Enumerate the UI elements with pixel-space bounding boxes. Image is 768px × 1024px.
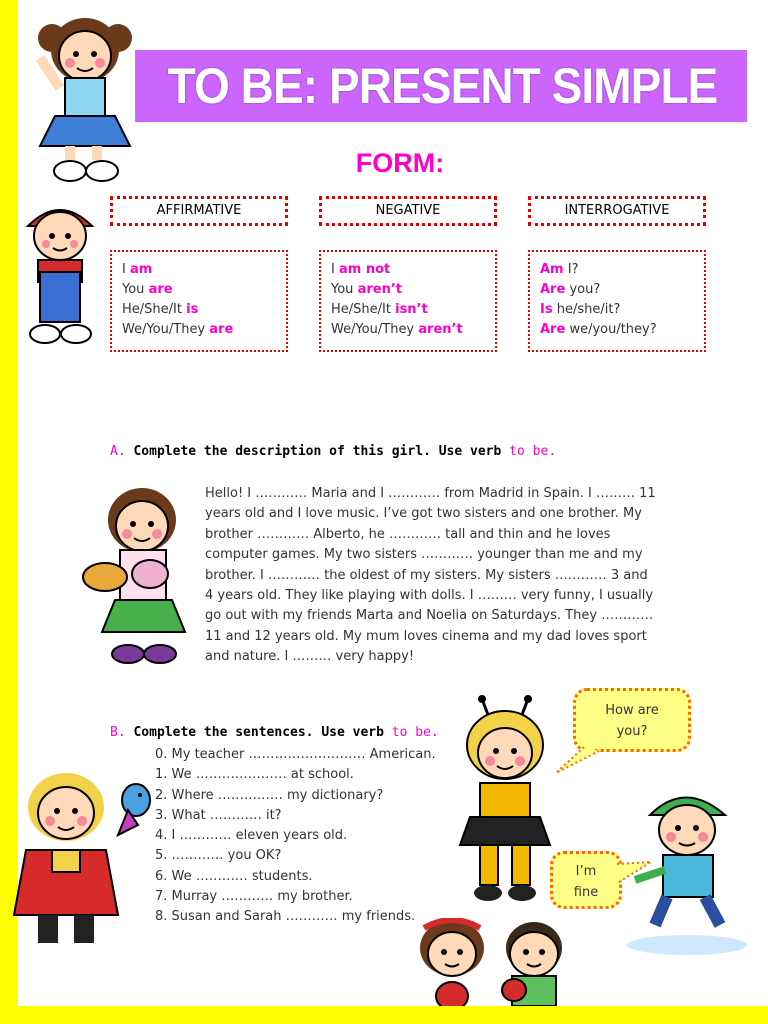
subject: We/You/They <box>331 322 415 337</box>
sentence-item: 5. ………… you OK? <box>155 848 282 864</box>
interrogative-box <box>528 250 706 352</box>
sentence-item: 2. Where …………… my dictionary? <box>155 787 384 803</box>
instruction-text: Complete the sentences. Use verb <box>133 725 384 740</box>
negative-box <box>319 250 497 352</box>
form-heading: FORM: <box>355 148 445 178</box>
subject: He/She/It <box>331 302 391 317</box>
negative-row <box>331 280 485 300</box>
bubble-line: How are <box>605 703 659 718</box>
affirmative-row <box>122 320 276 340</box>
verb: Are <box>540 282 566 297</box>
sentence-item: 7. Murray ………… my brother. <box>155 889 353 905</box>
girl-waving-illustration <box>30 8 135 188</box>
subject: I? <box>567 262 579 277</box>
verb: am <box>129 262 153 277</box>
exercise-b-instruction <box>110 725 439 740</box>
interrogative-row <box>540 280 694 300</box>
verb: is <box>186 302 199 317</box>
subject: I <box>331 262 335 277</box>
verb: Are <box>540 322 566 337</box>
kids-strawberry-illustration <box>412 918 577 1006</box>
verb: are <box>148 282 173 297</box>
boy-cap-illustration <box>20 196 100 348</box>
page-title: TO BE: PRESENT SIMPLE <box>167 58 718 114</box>
period: . <box>430 725 439 740</box>
target-verb: to be <box>509 444 549 459</box>
affirmative-row <box>122 280 276 300</box>
page-frame-bottom <box>0 1006 768 1024</box>
instruction-text: Complete the description of this girl. Use verb <box>133 444 502 459</box>
interrogative-header: INTERROGATIVE <box>528 196 706 226</box>
exercise-letter: A. <box>110 444 126 459</box>
negative-header: NEGATIVE <box>319 196 497 226</box>
negative-row <box>331 260 485 280</box>
verb: aren’t <box>357 282 402 297</box>
verb: aren’t <box>418 322 463 337</box>
sentence-item: 1. We ………………… at school. <box>155 767 354 783</box>
verb: isn’t <box>395 302 428 317</box>
subject: You <box>122 282 145 297</box>
subject: you? <box>569 282 601 297</box>
interrogative-row <box>540 300 694 320</box>
target-verb: to be <box>391 725 431 740</box>
subject: We/You/They <box>122 322 206 337</box>
negative-row <box>331 300 485 320</box>
subject: You <box>331 282 354 297</box>
verb: Am <box>540 262 564 277</box>
girl-parrot-illustration <box>8 765 158 960</box>
affirmative-box <box>110 250 288 352</box>
exercise-letter: B. <box>110 725 126 740</box>
bubble-line: you? <box>616 724 648 739</box>
girl-guitar-illustration <box>80 482 190 667</box>
negative-row <box>331 320 485 340</box>
verb: are <box>209 322 234 337</box>
boy-skater-illustration <box>625 785 750 960</box>
girl-bee-illustration <box>450 695 560 905</box>
affirmative-header: AFFIRMATIVE <box>110 196 288 226</box>
affirmative-row <box>122 260 276 280</box>
sentence-item: 8. Susan and Sarah ………… my friends. <box>155 909 416 925</box>
subject: we/you/they? <box>569 322 657 337</box>
verb: am not <box>338 262 391 277</box>
bubble-line: I’m <box>575 864 597 879</box>
speech-bubble-answer <box>550 851 622 909</box>
sentence-item: 3. What ………… it? <box>155 807 282 823</box>
sentence-item: 0. My teacher ……………………… American. <box>155 747 436 762</box>
exercise-a-paragraph: Hello! I ………… Maria and I ………… from Madrid in Spain. I ……… 11 years old and I love music. I’ve got two sisters and one brother. My brother ………… Alberto, he ………… tall and thin and he loves computer games. My two sisters ………… younger than me and my brother. I ………… the oldest of my sisters. My sisters ………… 3 and 4 years old. They like playing with dolls. I ……… very funny, I usually go out with my friends Marta and Noelia on Saturdays. They ………… 11 and 12 years old. My mum loves cinema and my dad loves sport and nature. I ……… very happy! <box>205 486 656 665</box>
period: . <box>548 444 557 459</box>
speech-bubble-question <box>573 688 691 752</box>
exercise-b-sentences <box>155 745 436 928</box>
subject: I <box>122 262 126 277</box>
verb: Is <box>540 302 553 317</box>
bubble-tail-icon <box>554 745 604 777</box>
interrogative-row <box>540 320 694 340</box>
bubble-line: fine <box>573 885 599 900</box>
interrogative-row <box>540 260 694 280</box>
sentence-item: 4. I ………… eleven years old. <box>155 828 348 844</box>
sentence-item: 6. We ………… students. <box>155 868 313 884</box>
subject: he/she/it? <box>556 302 621 317</box>
exercise-a-instruction <box>110 444 556 459</box>
subject: He/She/It <box>122 302 182 317</box>
affirmative-row <box>122 300 276 320</box>
